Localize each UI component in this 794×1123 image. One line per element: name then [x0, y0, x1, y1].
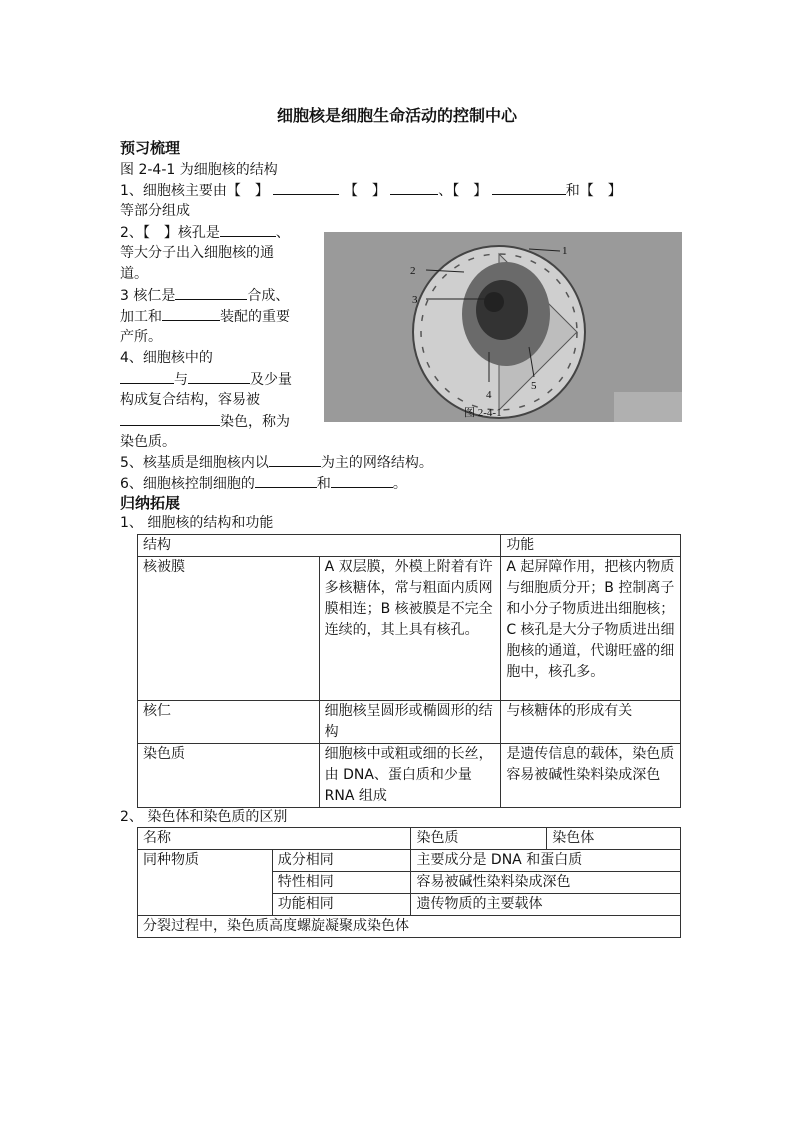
- nucleus-diagram: [324, 232, 682, 422]
- figure-label-1: 1: [562, 245, 568, 257]
- row-desc: 细胞核呈圆形或椭圆形的结构: [319, 701, 501, 744]
- table-header-row: [138, 535, 681, 557]
- figure-caption: 图 2-4-1: [464, 407, 502, 419]
- table-row: [138, 701, 681, 744]
- header-name: 名称: [138, 828, 411, 850]
- q2-text-a: 2、【 】核孔是: [120, 225, 220, 241]
- section-preview-heading: 预习梳理: [120, 139, 181, 157]
- row-func: 是遗传信息的载体，染色质容易被碱性染料染成深色: [501, 744, 681, 808]
- aspect-cell: 功能相同: [272, 894, 411, 916]
- q3-blank-1[interactable]: [175, 285, 247, 300]
- q1-text-a: 1、细胞核主要由【 】: [120, 183, 269, 199]
- row-func: 与核糖体的形成有关: [501, 701, 681, 744]
- q6-text-c: 。: [392, 476, 407, 492]
- question-5: [120, 452, 433, 473]
- q4-blank-1[interactable]: [120, 369, 174, 384]
- q3-text-b: 合成、: [247, 288, 290, 304]
- table-row: [138, 744, 681, 808]
- content-cell: 主要成分是 DNA 和蛋白质: [411, 850, 681, 872]
- row-func: A 起屏障作用，把核内物质与细胞质分开；B 控制离子和小分子物质进出细胞核；C 核孔是大分子物质进出细胞核的通道，代谢旺盛的细胞中，核孔多。: [501, 557, 681, 701]
- question-4-line4: [120, 411, 290, 432]
- table2-title: 2、 染色体和染色质的区别: [120, 809, 288, 825]
- table-header-row: [138, 828, 681, 850]
- question-4-line2: [120, 369, 292, 390]
- chromatin-chromosome-table: [137, 827, 681, 938]
- figure-label-5: 5: [531, 380, 537, 392]
- q1-blank-2[interactable]: [390, 180, 438, 195]
- q1-text-e: 等部分组成: [120, 203, 190, 219]
- table-row: [138, 850, 681, 872]
- q4-text-e: 染色，称为: [220, 414, 290, 430]
- q3-text-c: 加工和: [120, 309, 162, 325]
- aspect-cell: 特性相同: [272, 872, 411, 894]
- question-6: [120, 473, 407, 494]
- q1-text-b: 【 】: [343, 183, 386, 199]
- q6-blank-1[interactable]: [255, 473, 317, 488]
- q4-blank-3[interactable]: [120, 411, 220, 426]
- row-name: 核被膜: [138, 557, 320, 701]
- question-3-line2: [120, 306, 290, 327]
- header-chromatin: 染色质: [411, 828, 547, 850]
- header-chromosome: 染色体: [547, 828, 681, 850]
- q1-blank-3[interactable]: [492, 180, 566, 195]
- aspect-cell: 成分相同: [272, 850, 411, 872]
- q6-text-a: 6、细胞核控制细胞的: [120, 476, 255, 492]
- q4-text-b: 与: [174, 372, 188, 388]
- q3-blank-2[interactable]: [162, 306, 220, 321]
- q3-text-a: 3 核仁是: [120, 288, 176, 304]
- section-summary-heading: 归纳拓展: [120, 494, 181, 512]
- figure-label-4: 4: [486, 389, 492, 401]
- group-label: 同种物质: [138, 850, 273, 916]
- table1-title: 1、 细胞核的结构和功能: [120, 515, 274, 531]
- figure-label-3: 3: [412, 294, 418, 306]
- row-name: 染色质: [138, 744, 320, 808]
- content-cell: 遗传物质的主要载体: [411, 894, 681, 916]
- row-desc: 细胞核中或粗或细的长丝，由 DNA、蛋白质和少量 RNA 组成: [319, 744, 501, 808]
- question-3-line1: [120, 285, 289, 306]
- question-1: [120, 180, 622, 201]
- q6-blank-2[interactable]: [331, 473, 393, 488]
- table-footer-row: [138, 916, 681, 938]
- q4-text-c: 及少量: [250, 372, 292, 388]
- table-row: [138, 557, 681, 701]
- q2-text-c: 等大分子出入细胞核的通: [120, 245, 274, 261]
- content-cell: 容易被碱性染料染成深色: [411, 872, 681, 894]
- q1-text-d: 和【 】: [565, 183, 622, 199]
- q4-text-d: 构成复合结构，容易被: [120, 392, 260, 408]
- q4-blank-2[interactable]: [188, 369, 250, 384]
- q6-text-b: 和: [316, 476, 331, 492]
- q2-text-d: 道。: [120, 266, 148, 282]
- nucleus-figure: [324, 232, 682, 422]
- row-name: 核仁: [138, 701, 320, 744]
- row-desc: A 双层膜，外模上附着有许多核糖体，常与粗面内质网膜相连；B 核被膜是不完全连续的，其上具有核孔。: [319, 557, 501, 701]
- header-structure: 结构: [138, 535, 501, 557]
- q1-blank-1[interactable]: [273, 180, 339, 195]
- footer-cell: 分裂过程中，染色质高度螺旋凝聚成染色体: [138, 916, 681, 938]
- q3-text-d: 装配的重要: [220, 309, 290, 325]
- q4-text-f: 染色质。: [120, 434, 176, 450]
- q5-text-a: 5、核基质是细胞核内以: [120, 455, 269, 471]
- q3-text-e: 产所。: [120, 329, 162, 345]
- header-function: 功能: [501, 535, 681, 557]
- q5-blank-1[interactable]: [269, 452, 321, 467]
- question-2-line1: [120, 222, 290, 243]
- page-title: 细胞核是细胞生命活动的控制中心: [276, 106, 517, 125]
- structure-function-table: [137, 534, 681, 808]
- q1-text-c: 、【 】: [438, 183, 488, 199]
- q2-blank-1[interactable]: [220, 222, 276, 237]
- q5-text-b: 为主的网络结构。: [320, 455, 433, 471]
- q4-text-a: 4、细胞核中的: [120, 350, 213, 366]
- figure-intro-line: 图 2-4-1 为细胞核的结构: [120, 162, 278, 178]
- figure-label-2: 2: [410, 265, 416, 277]
- q2-text-b: 、: [275, 225, 290, 241]
